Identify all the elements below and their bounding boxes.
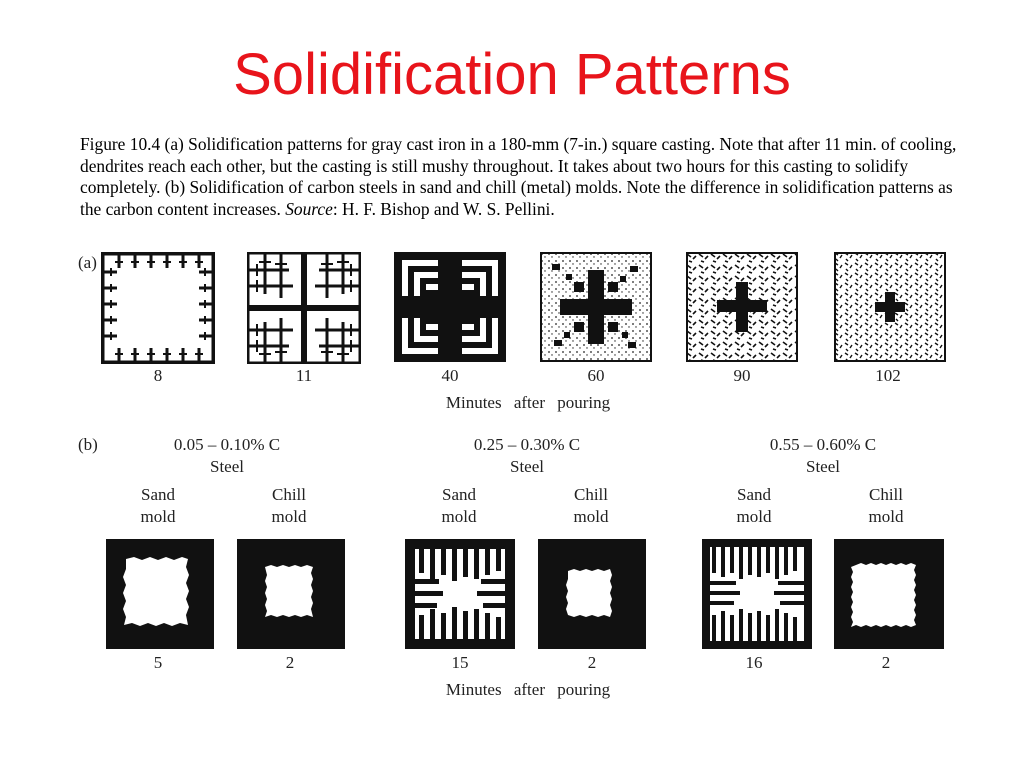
panel-b-chill-high-carbon (834, 539, 944, 649)
chill-mold-label-3: Chill mold (868, 485, 904, 526)
steel-label: Steel (210, 457, 244, 476)
minutes-a-2: 11 (295, 366, 313, 385)
minutes-b-chill-1: 2 (285, 653, 295, 672)
panel-a-8min (101, 252, 215, 364)
minutes-b-sand-3: 16 (745, 653, 763, 672)
panel-b-chill-mid-carbon (538, 539, 646, 649)
part-a-label: (a) (78, 253, 97, 272)
minutes-a-5: 90 (733, 366, 751, 385)
composition-label: 0.55 – 0.60% C (769, 435, 877, 454)
caption-source-text: : H. F. Bishop and W. S. Pellini. (332, 198, 555, 219)
minutes-a-1: 8 (153, 366, 163, 385)
composition-group-3 (723, 434, 923, 478)
panel-b-chill-low-carbon (237, 539, 345, 649)
chill-mold-label-2: Chill mold (573, 485, 609, 526)
sand-mold-label-2: Sand mold (441, 485, 477, 526)
sand-mold-label-3: Sand mold (736, 485, 772, 526)
panel-b-sand-high-carbon (702, 539, 812, 649)
composition-group-2 (427, 434, 627, 478)
axis-caption-a: Minutes after pouring (445, 393, 611, 412)
part-b-label: (b) (78, 435, 98, 454)
minutes-b-sand-2: 15 (451, 653, 469, 672)
panel-a-102min (834, 252, 946, 362)
minutes-b-chill-3: 2 (881, 653, 891, 672)
minutes-a-4: 60 (587, 366, 605, 385)
sand-mold-label-1: Sand mold (140, 485, 176, 526)
panel-a-90min (686, 252, 798, 362)
panel-a-40min (394, 252, 506, 362)
panel-b-sand-mid-carbon (405, 539, 515, 649)
composition-label: 0.05 – 0.10% C (173, 435, 281, 454)
steel-label: Steel (510, 457, 544, 476)
minutes-a-3: 40 (441, 366, 459, 385)
caption-source-italic: Source (285, 198, 333, 219)
figure-caption (80, 134, 960, 220)
steel-label: Steel (806, 457, 840, 476)
panel-b-sand-low-carbon (106, 539, 214, 649)
minutes-b-sand-1: 5 (153, 653, 163, 672)
composition-label: 0.25 – 0.30% C (473, 435, 581, 454)
panel-a-60min (540, 252, 652, 362)
minutes-a-6: 102 (875, 366, 901, 385)
caption-text: Figure 10.4 (a) Solidification patterns for gray cast iron in a 180-mm (7-in.) square casting. Note that after 11 min. of cooling, dendrites reach each other, but the casting is still mushy throughout. It takes about two hours for this casting to solidify completely. (b) Solidification of carbon steels in sand and chill (metal) molds. Note the difference in solidification patterns as the carbon content increases. (80, 134, 957, 219)
slide-title: Solidification Patterns (233, 42, 791, 107)
axis-caption-b: Minutes after pouring (445, 680, 611, 699)
panel-a-11min (247, 252, 361, 364)
chill-mold-label-1: Chill mold (271, 485, 307, 526)
composition-group-1 (127, 434, 327, 478)
minutes-b-chill-2: 2 (587, 653, 597, 672)
